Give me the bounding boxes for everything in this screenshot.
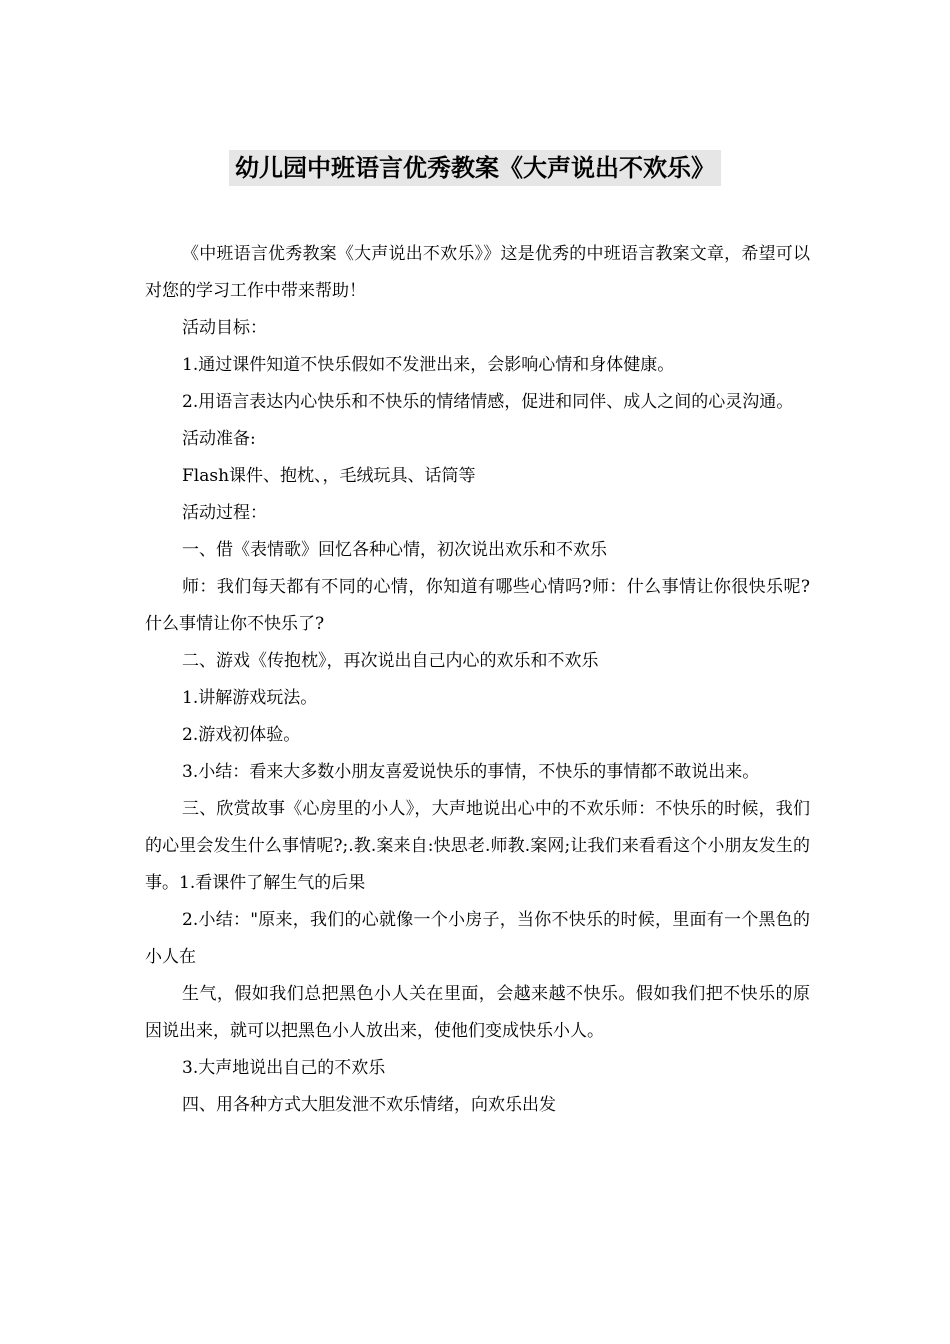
goal-item-1: 1.通过课件知道不快乐假如不发泄出来，会影响心情和身体健康。 (182, 355, 675, 375)
title-container (0, 150, 950, 186)
heading-activity-process: 活动过程： (182, 503, 267, 523)
paragraph-intro: 《中班语言优秀教案《大声说出不欢乐》》这是优秀的中班语言教案文章，希望可以对您的学习工作中带来帮助！ (145, 244, 810, 301)
prep-materials: Flash课件、抱枕、，毛绒玩具、话筒等 (182, 466, 476, 486)
step-3-summary-cont: 生气，假如我们总把黑色小人关在里面，会越来越不快乐。假如我们把不快乐的原因说出来，就可以把黑色小人放出来，使他们变成快乐小人。 (145, 984, 810, 1041)
step-3-item-3: 3.大声地说出自己的不欢乐 (182, 1058, 386, 1078)
heading-activity-goals: 活动目标： (182, 318, 267, 338)
teacher-dialogue: 师：我们每天都有不同的心情，你知道有哪些心情吗?师：什么事情让你很快乐呢?什么事情让你不快乐了? (145, 577, 810, 634)
goal-item-2: 2.用语言表达内心快乐和不快乐的情绪情感，促进和同伴、成人之间的心灵沟通。 (182, 392, 794, 412)
step-2-item-1: 1.讲解游戏玩法。 (182, 688, 318, 708)
heading-activity-prep: 活动准备: (182, 429, 256, 449)
step-2-item-3: 3.小结：看来大多数小朋友喜爱说快乐的事情，不快乐的事情都不敢说出来。 (182, 762, 760, 782)
process-step-3: 三、欣赏故事《心房里的小人》，大声地说出心中的不欢乐师：不快乐的时候，我们的心里会发生什么事情呢?;.教.案来自:快思老.师教.案网;让我们来看看这个小朋友发生的事。1.看课件了解生气的后果 (145, 799, 810, 893)
process-step-1: 一、借《表情歌》回忆各种心情，初次说出欢乐和不欢乐 (182, 540, 607, 560)
process-step-2: 二、游戏《传抱枕》，再次说出自己内心的欢乐和不欢乐 (182, 651, 599, 671)
document-body (145, 236, 810, 1124)
step-2-item-2: 2.游戏初体验。 (182, 725, 301, 745)
document-title: 幼儿园中班语言优秀教案《大声说出不欢乐》 (229, 150, 721, 186)
process-step-4: 四、用各种方式大胆发泄不欢乐情绪，向欢乐出发 (182, 1095, 556, 1115)
step-3-summary: 2.小结："原来，我们的心就像一个小房子，当你不快乐的时候，里面有一个黑色的小人在 (145, 910, 810, 967)
